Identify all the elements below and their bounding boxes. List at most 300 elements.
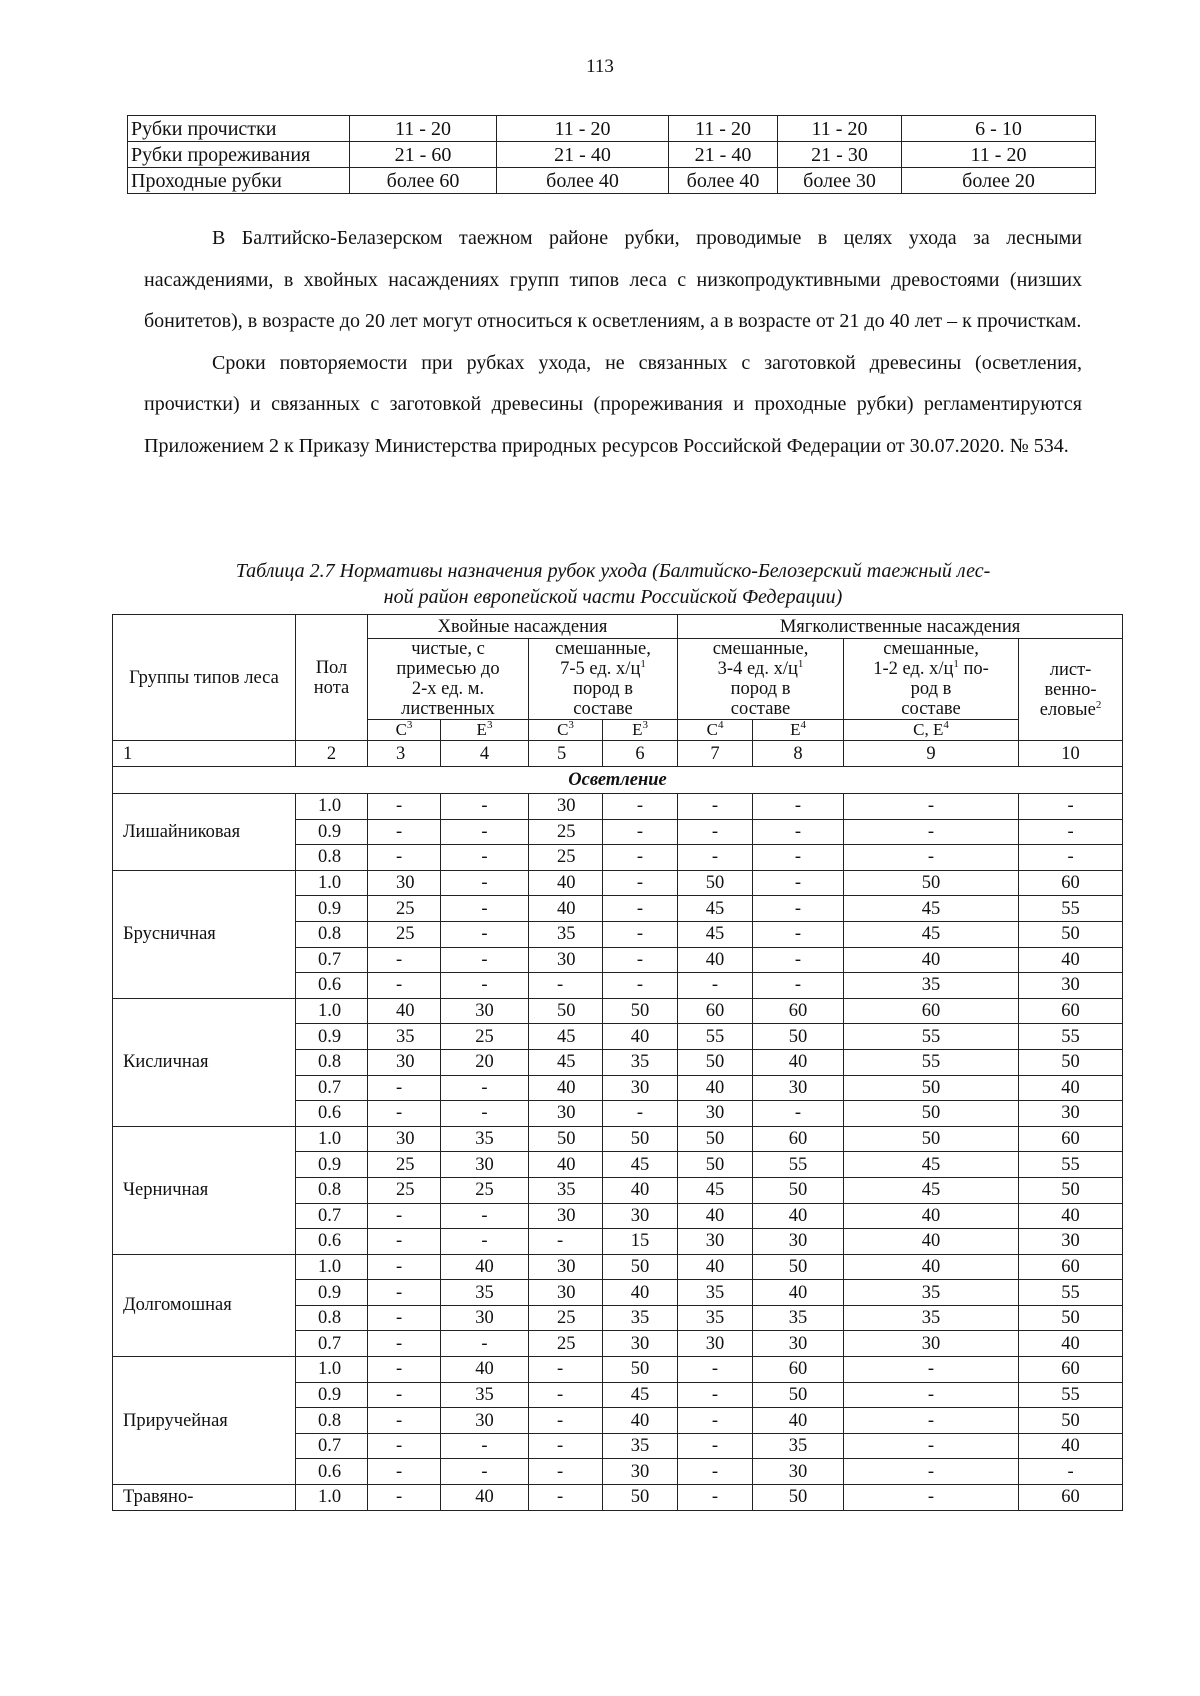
- value-cell: -: [441, 1203, 529, 1229]
- value-cell: 60: [1019, 1126, 1123, 1152]
- value-cell: 60: [753, 998, 844, 1024]
- value-cell: -: [678, 1382, 753, 1408]
- density-cell: 0.6: [296, 1101, 368, 1127]
- value-cell: 25: [529, 1331, 603, 1357]
- code-e3-a: $Е^3$: [441, 720, 529, 741]
- value-cell: -: [529, 1408, 603, 1434]
- column-number: 5: [529, 741, 603, 767]
- value-cell: 50: [603, 998, 678, 1024]
- top-table-cell: 21 - 60: [350, 142, 497, 168]
- value-cell: 30: [441, 998, 529, 1024]
- value-cell: -: [441, 1459, 529, 1485]
- value-cell: 35: [844, 1280, 1019, 1306]
- value-cell: 25: [368, 1177, 441, 1203]
- value-cell: 30: [753, 1331, 844, 1357]
- value-cell: 15: [603, 1229, 678, 1255]
- top-table-row-label: Проходные рубки: [128, 168, 350, 194]
- value-cell: 35: [603, 1049, 678, 1075]
- sub-pure-l1: чистые, с: [411, 639, 485, 659]
- value-cell: -: [603, 845, 678, 871]
- value-cell: -: [368, 1331, 441, 1357]
- value-cell: -: [368, 1075, 441, 1101]
- main-table: [112, 614, 1123, 1511]
- value-cell: 45: [844, 1177, 1019, 1203]
- value-cell: 30: [1019, 1101, 1123, 1127]
- value-cell: 30: [529, 1101, 603, 1127]
- value-cell: 40: [603, 1408, 678, 1434]
- sub-m75-l2: 7-5 ед. х/ц: [560, 659, 641, 679]
- value-cell: 40: [441, 1357, 529, 1383]
- header-sub-deciduous: [1019, 639, 1123, 741]
- value-cell: 55: [1019, 1024, 1123, 1050]
- value-cell: 50: [678, 1152, 753, 1178]
- value-cell: 50: [1019, 1177, 1123, 1203]
- forest-type-group: Приручейная: [113, 1357, 296, 1485]
- value-cell: 50: [753, 1382, 844, 1408]
- density-cell: 0.6: [296, 973, 368, 999]
- value-cell: 50: [844, 1075, 1019, 1101]
- value-cell: 40: [1019, 1075, 1123, 1101]
- value-cell: 60: [1019, 998, 1123, 1024]
- value-cell: 50: [753, 1177, 844, 1203]
- forest-type-group: Травяно-: [113, 1485, 296, 1511]
- value-cell: 40: [603, 1177, 678, 1203]
- value-cell: -: [368, 1485, 441, 1511]
- code-c3-b: $С^3$: [529, 720, 603, 741]
- column-number: 2: [296, 741, 368, 767]
- body-text: [144, 218, 1082, 467]
- header-sub-pure: [368, 639, 529, 720]
- top-table-cell: 11 - 20: [497, 116, 669, 142]
- value-cell: -: [844, 1485, 1019, 1511]
- value-cell: 25: [368, 1152, 441, 1178]
- value-cell: 55: [753, 1152, 844, 1178]
- density-cell: 1.0: [296, 1357, 368, 1383]
- sub-m75-l1: смешанные,: [555, 639, 651, 659]
- value-cell: 35: [529, 1177, 603, 1203]
- table-row: [113, 1357, 1123, 1383]
- value-cell: -: [368, 1433, 441, 1459]
- value-cell: -: [844, 819, 1019, 845]
- value-cell: -: [603, 1101, 678, 1127]
- value-cell: 50: [844, 1126, 1019, 1152]
- value-cell: 45: [529, 1049, 603, 1075]
- density-cell: 0.7: [296, 1331, 368, 1357]
- value-cell: -: [678, 1459, 753, 1485]
- value-cell: -: [441, 845, 529, 871]
- value-cell: -: [441, 973, 529, 999]
- table-row: [113, 1254, 1123, 1280]
- value-cell: 25: [368, 896, 441, 922]
- value-cell: 40: [529, 896, 603, 922]
- top-table-cell: 21 - 30: [778, 142, 902, 168]
- value-cell: 50: [603, 1254, 678, 1280]
- forest-type-group: Долгомошная: [113, 1254, 296, 1356]
- value-cell: 25: [529, 819, 603, 845]
- value-cell: -: [603, 819, 678, 845]
- value-cell: 30: [753, 1229, 844, 1255]
- value-cell: 40: [1019, 1203, 1123, 1229]
- header-group-col: Группы типов леса: [113, 615, 296, 741]
- value-cell: -: [603, 973, 678, 999]
- value-cell: 35: [844, 1305, 1019, 1331]
- value-cell: 45: [529, 1024, 603, 1050]
- density-cell: 0.9: [296, 1152, 368, 1178]
- header-density-line-1: Пол: [315, 657, 348, 678]
- sub-pure-l2: примесью до: [396, 659, 500, 679]
- value-cell: 30: [529, 947, 603, 973]
- sub-m12-l1: смешанные,: [883, 639, 979, 659]
- table-caption-line-1: Таблица 2.7 Нормативы назначения рубок ухода (Балтийско-Белозерский таежный лес-: [235, 560, 991, 582]
- value-cell: 50: [603, 1485, 678, 1511]
- header-sub-mixed-7-5: [529, 639, 678, 720]
- value-cell: 50: [529, 1126, 603, 1152]
- forest-type-group: Лишайниковая: [113, 794, 296, 871]
- density-cell: 0.8: [296, 1049, 368, 1075]
- code-e3-b: $Е^3$: [603, 720, 678, 741]
- sub-m34-l1: смешанные,: [712, 639, 809, 659]
- value-cell: 35: [441, 1126, 529, 1152]
- value-cell: 30: [529, 1280, 603, 1306]
- value-cell: -: [441, 921, 529, 947]
- value-cell: 55: [1019, 1152, 1123, 1178]
- value-cell: -: [368, 1254, 441, 1280]
- value-cell: -: [753, 973, 844, 999]
- top-table-row: [128, 142, 1096, 168]
- value-cell: 55: [844, 1024, 1019, 1050]
- value-cell: 40: [678, 1203, 753, 1229]
- value-cell: 30: [368, 870, 441, 896]
- value-cell: 40: [678, 1254, 753, 1280]
- value-cell: 60: [1019, 1485, 1123, 1511]
- value-cell: 50: [753, 1254, 844, 1280]
- sup-1: 1: [953, 658, 959, 670]
- value-cell: 35: [441, 1280, 529, 1306]
- value-cell: 30: [529, 794, 603, 820]
- value-cell: -: [844, 1433, 1019, 1459]
- density-cell: 1.0: [296, 1254, 368, 1280]
- value-cell: 30: [753, 1459, 844, 1485]
- table-caption-line-2: ной район европейской части Российской Федерации): [383, 586, 843, 608]
- value-cell: 50: [603, 1357, 678, 1383]
- top-table-cell: 11 - 20: [902, 142, 1096, 168]
- value-cell: 60: [1019, 1254, 1123, 1280]
- value-cell: -: [529, 1433, 603, 1459]
- value-cell: 30: [1019, 973, 1123, 999]
- value-cell: 30: [441, 1408, 529, 1434]
- density-cell: 0.8: [296, 1408, 368, 1434]
- header-sub-mixed-3-4: [678, 639, 844, 720]
- density-cell: 0.8: [296, 1305, 368, 1331]
- value-cell: -: [753, 819, 844, 845]
- density-cell: 1.0: [296, 870, 368, 896]
- value-cell: 40: [529, 1075, 603, 1101]
- value-cell: -: [603, 896, 678, 922]
- sub-m12-l2: 1-2 ед. х/ц: [873, 659, 954, 679]
- value-cell: 60: [678, 998, 753, 1024]
- column-number: 3: [368, 741, 441, 767]
- value-cell: -: [368, 845, 441, 871]
- density-cell: 0.9: [296, 896, 368, 922]
- value-cell: -: [844, 845, 1019, 871]
- top-table-cell: 21 - 40: [497, 142, 669, 168]
- value-cell: -: [441, 819, 529, 845]
- column-number: 9: [844, 741, 1019, 767]
- value-cell: 35: [441, 1382, 529, 1408]
- value-cell: 60: [1019, 1357, 1123, 1383]
- value-cell: 40: [753, 1203, 844, 1229]
- value-cell: -: [844, 1357, 1019, 1383]
- value-cell: 40: [1019, 947, 1123, 973]
- value-cell: 40: [844, 1203, 1019, 1229]
- density-cell: 0.8: [296, 845, 368, 871]
- table-row: [113, 1485, 1123, 1511]
- value-cell: 30: [529, 1203, 603, 1229]
- value-cell: 35: [678, 1305, 753, 1331]
- value-cell: 50: [844, 870, 1019, 896]
- value-cell: -: [753, 896, 844, 922]
- top-table-cell: более 40: [497, 168, 669, 194]
- value-cell: 25: [441, 1177, 529, 1203]
- sub-m12-l4: составе: [901, 699, 961, 719]
- value-cell: 60: [753, 1126, 844, 1152]
- value-cell: -: [1019, 819, 1123, 845]
- value-cell: 45: [603, 1382, 678, 1408]
- value-cell: 45: [844, 921, 1019, 947]
- value-cell: -: [529, 1357, 603, 1383]
- value-cell: 30: [678, 1229, 753, 1255]
- top-table: [127, 115, 1096, 194]
- page-number: 113: [586, 56, 614, 77]
- value-cell: -: [753, 921, 844, 947]
- value-cell: -: [529, 973, 603, 999]
- header-sub-mixed-1-2: [844, 639, 1019, 720]
- column-number: 1: [113, 741, 296, 767]
- value-cell: 40: [441, 1485, 529, 1511]
- value-cell: 55: [1019, 1382, 1123, 1408]
- sub-dec-l3: еловые: [1039, 699, 1096, 720]
- value-cell: -: [441, 1229, 529, 1255]
- code-c3-a: $С^3$: [368, 720, 441, 741]
- value-cell: 35: [529, 921, 603, 947]
- value-cell: -: [368, 819, 441, 845]
- value-cell: -: [368, 1101, 441, 1127]
- value-cell: 40: [678, 1075, 753, 1101]
- value-cell: 50: [753, 1485, 844, 1511]
- value-cell: 30: [678, 1101, 753, 1127]
- value-cell: -: [753, 1101, 844, 1127]
- value-cell: 45: [678, 896, 753, 922]
- value-cell: 30: [603, 1331, 678, 1357]
- value-cell: 30: [603, 1459, 678, 1485]
- value-cell: 40: [753, 1049, 844, 1075]
- forest-type-group: Черничная: [113, 1126, 296, 1254]
- density-cell: 0.8: [296, 1177, 368, 1203]
- value-cell: 30: [603, 1075, 678, 1101]
- table-row: [113, 794, 1123, 820]
- density-cell: 1.0: [296, 1126, 368, 1152]
- value-cell: -: [753, 845, 844, 871]
- top-table-cell: 11 - 20: [778, 116, 902, 142]
- sub-m34-l4: составе: [730, 699, 791, 719]
- table-row: [113, 870, 1123, 896]
- value-cell: 40: [753, 1408, 844, 1434]
- value-cell: 55: [1019, 896, 1123, 922]
- value-cell: 50: [753, 1024, 844, 1050]
- value-cell: 50: [678, 1126, 753, 1152]
- value-cell: 35: [753, 1305, 844, 1331]
- column-number: 8: [753, 741, 844, 767]
- value-cell: 45: [844, 896, 1019, 922]
- header-density-line-2: нота: [313, 677, 350, 698]
- value-cell: 25: [529, 1305, 603, 1331]
- top-table-cell: 11 - 20: [669, 116, 778, 142]
- paragraph-1: В Балтийско-Белазерском таежном районе рубки, проводимые в целях ухода за лесными насаждениями, в хвойных насаждениях групп типов леса с низкопродуктивными древостоями (низших бонитетов), в возрасте до 20 лет могут относиться к осветлениям, а в возрасте от 21 до 40 лет – к прочисткам.: [144, 227, 1082, 332]
- value-cell: 30: [753, 1075, 844, 1101]
- density-cell: 0.9: [296, 1382, 368, 1408]
- value-cell: 55: [1019, 1280, 1123, 1306]
- value-cell: -: [844, 1408, 1019, 1434]
- value-cell: -: [678, 845, 753, 871]
- top-table-cell: 6 - 10: [902, 116, 1096, 142]
- value-cell: 30: [1019, 1229, 1123, 1255]
- value-cell: 40: [844, 947, 1019, 973]
- value-cell: -: [844, 794, 1019, 820]
- paragraph-2: Сроки повторяемости при рубках ухода, не связанных с заготовкой древесины (осветления, прочистки) и связанных с заготовкой древесины (прореживания и проходные рубки) регламентируются Приложением 2 к Приказу Министерства природных ресурсов Российской Федерации от 30.07.2020. № 534.: [144, 351, 1082, 457]
- value-cell: 45: [678, 1177, 753, 1203]
- density-cell: 0.7: [296, 1075, 368, 1101]
- value-cell: 50: [529, 998, 603, 1024]
- value-cell: -: [368, 973, 441, 999]
- value-cell: -: [678, 819, 753, 845]
- sub-pure-l4: лиственных: [401, 699, 495, 719]
- top-table-cell: более 20: [902, 168, 1096, 194]
- top-table-cell: более 60: [350, 168, 497, 194]
- value-cell: 30: [441, 1305, 529, 1331]
- sub-dec-l1: лист-: [1049, 659, 1092, 680]
- forest-type-group: Брусничная: [113, 870, 296, 998]
- value-cell: -: [1019, 794, 1123, 820]
- value-cell: -: [368, 1280, 441, 1306]
- value-cell: 50: [1019, 921, 1123, 947]
- table-row: [113, 1126, 1123, 1152]
- value-cell: -: [753, 947, 844, 973]
- value-cell: -: [441, 1101, 529, 1127]
- value-cell: -: [603, 870, 678, 896]
- value-cell: 40: [529, 1152, 603, 1178]
- value-cell: 40: [441, 1254, 529, 1280]
- value-cell: -: [753, 794, 844, 820]
- value-cell: 60: [1019, 870, 1123, 896]
- value-cell: -: [441, 1331, 529, 1357]
- value-cell: 30: [529, 1254, 603, 1280]
- value-cell: 35: [678, 1280, 753, 1306]
- density-cell: 0.7: [296, 1433, 368, 1459]
- value-cell: 35: [603, 1305, 678, 1331]
- forest-type-group: Кисличная: [113, 998, 296, 1126]
- sub-m34-l3: пород в: [730, 679, 791, 699]
- value-cell: 30: [368, 1126, 441, 1152]
- column-number: 7: [678, 741, 753, 767]
- value-cell: 30: [441, 1152, 529, 1178]
- table-row: [113, 998, 1123, 1024]
- density-cell: 1.0: [296, 1485, 368, 1511]
- value-cell: 40: [603, 1280, 678, 1306]
- value-cell: 55: [844, 1049, 1019, 1075]
- value-cell: -: [441, 947, 529, 973]
- value-cell: 40: [368, 998, 441, 1024]
- value-cell: 50: [1019, 1408, 1123, 1434]
- value-cell: -: [1019, 845, 1123, 871]
- value-cell: 35: [844, 973, 1019, 999]
- sub-m12-l2b: по-: [963, 659, 989, 679]
- value-cell: 30: [603, 1203, 678, 1229]
- code-c4: $С^4$: [678, 720, 753, 741]
- top-table-row: [128, 116, 1096, 142]
- value-cell: 35: [368, 1024, 441, 1050]
- sub-pure-l3: 2-х ед. м.: [411, 679, 485, 699]
- value-cell: 25: [529, 845, 603, 871]
- sub-m75-l4: составе: [573, 699, 633, 719]
- value-cell: -: [844, 1382, 1019, 1408]
- header-softwood-group: Мягколиственные насаждения: [678, 615, 1123, 639]
- value-cell: -: [1019, 1459, 1123, 1485]
- value-cell: 50: [603, 1126, 678, 1152]
- value-cell: 40: [1019, 1331, 1123, 1357]
- column-number: 10: [1019, 741, 1123, 767]
- value-cell: 35: [603, 1433, 678, 1459]
- sub-m12-l3: род в: [910, 679, 952, 699]
- column-number: 4: [441, 741, 529, 767]
- value-cell: 30: [844, 1331, 1019, 1357]
- column-number: 6: [603, 741, 678, 767]
- top-table-row: [128, 168, 1096, 194]
- value-cell: -: [529, 1459, 603, 1485]
- density-cell: 0.9: [296, 819, 368, 845]
- value-cell: 25: [441, 1024, 529, 1050]
- value-cell: -: [603, 947, 678, 973]
- value-cell: -: [441, 794, 529, 820]
- section-heading: Осветление: [113, 767, 1123, 794]
- value-cell: -: [844, 1459, 1019, 1485]
- value-cell: -: [368, 1408, 441, 1434]
- value-cell: 40: [753, 1280, 844, 1306]
- code-e4: $Е^4$: [753, 720, 844, 741]
- value-cell: 40: [603, 1024, 678, 1050]
- value-cell: 50: [1019, 1049, 1123, 1075]
- value-cell: 40: [529, 870, 603, 896]
- value-cell: 50: [678, 1049, 753, 1075]
- value-cell: 25: [368, 921, 441, 947]
- value-cell: -: [678, 1357, 753, 1383]
- top-table-cell: более 40: [669, 168, 778, 194]
- value-cell: -: [368, 947, 441, 973]
- density-cell: 0.8: [296, 921, 368, 947]
- value-cell: -: [441, 870, 529, 896]
- value-cell: -: [368, 1305, 441, 1331]
- density-cell: 0.7: [296, 1203, 368, 1229]
- top-table-row-label: Рубки прочистки: [128, 116, 350, 142]
- value-cell: 40: [844, 1254, 1019, 1280]
- density-cell: 0.6: [296, 1229, 368, 1255]
- value-cell: 45: [678, 921, 753, 947]
- value-cell: -: [368, 1459, 441, 1485]
- value-cell: -: [753, 870, 844, 896]
- sub-dec-l2: венно-: [1044, 679, 1097, 700]
- value-cell: -: [678, 1408, 753, 1434]
- value-cell: -: [368, 1203, 441, 1229]
- value-cell: 40: [678, 947, 753, 973]
